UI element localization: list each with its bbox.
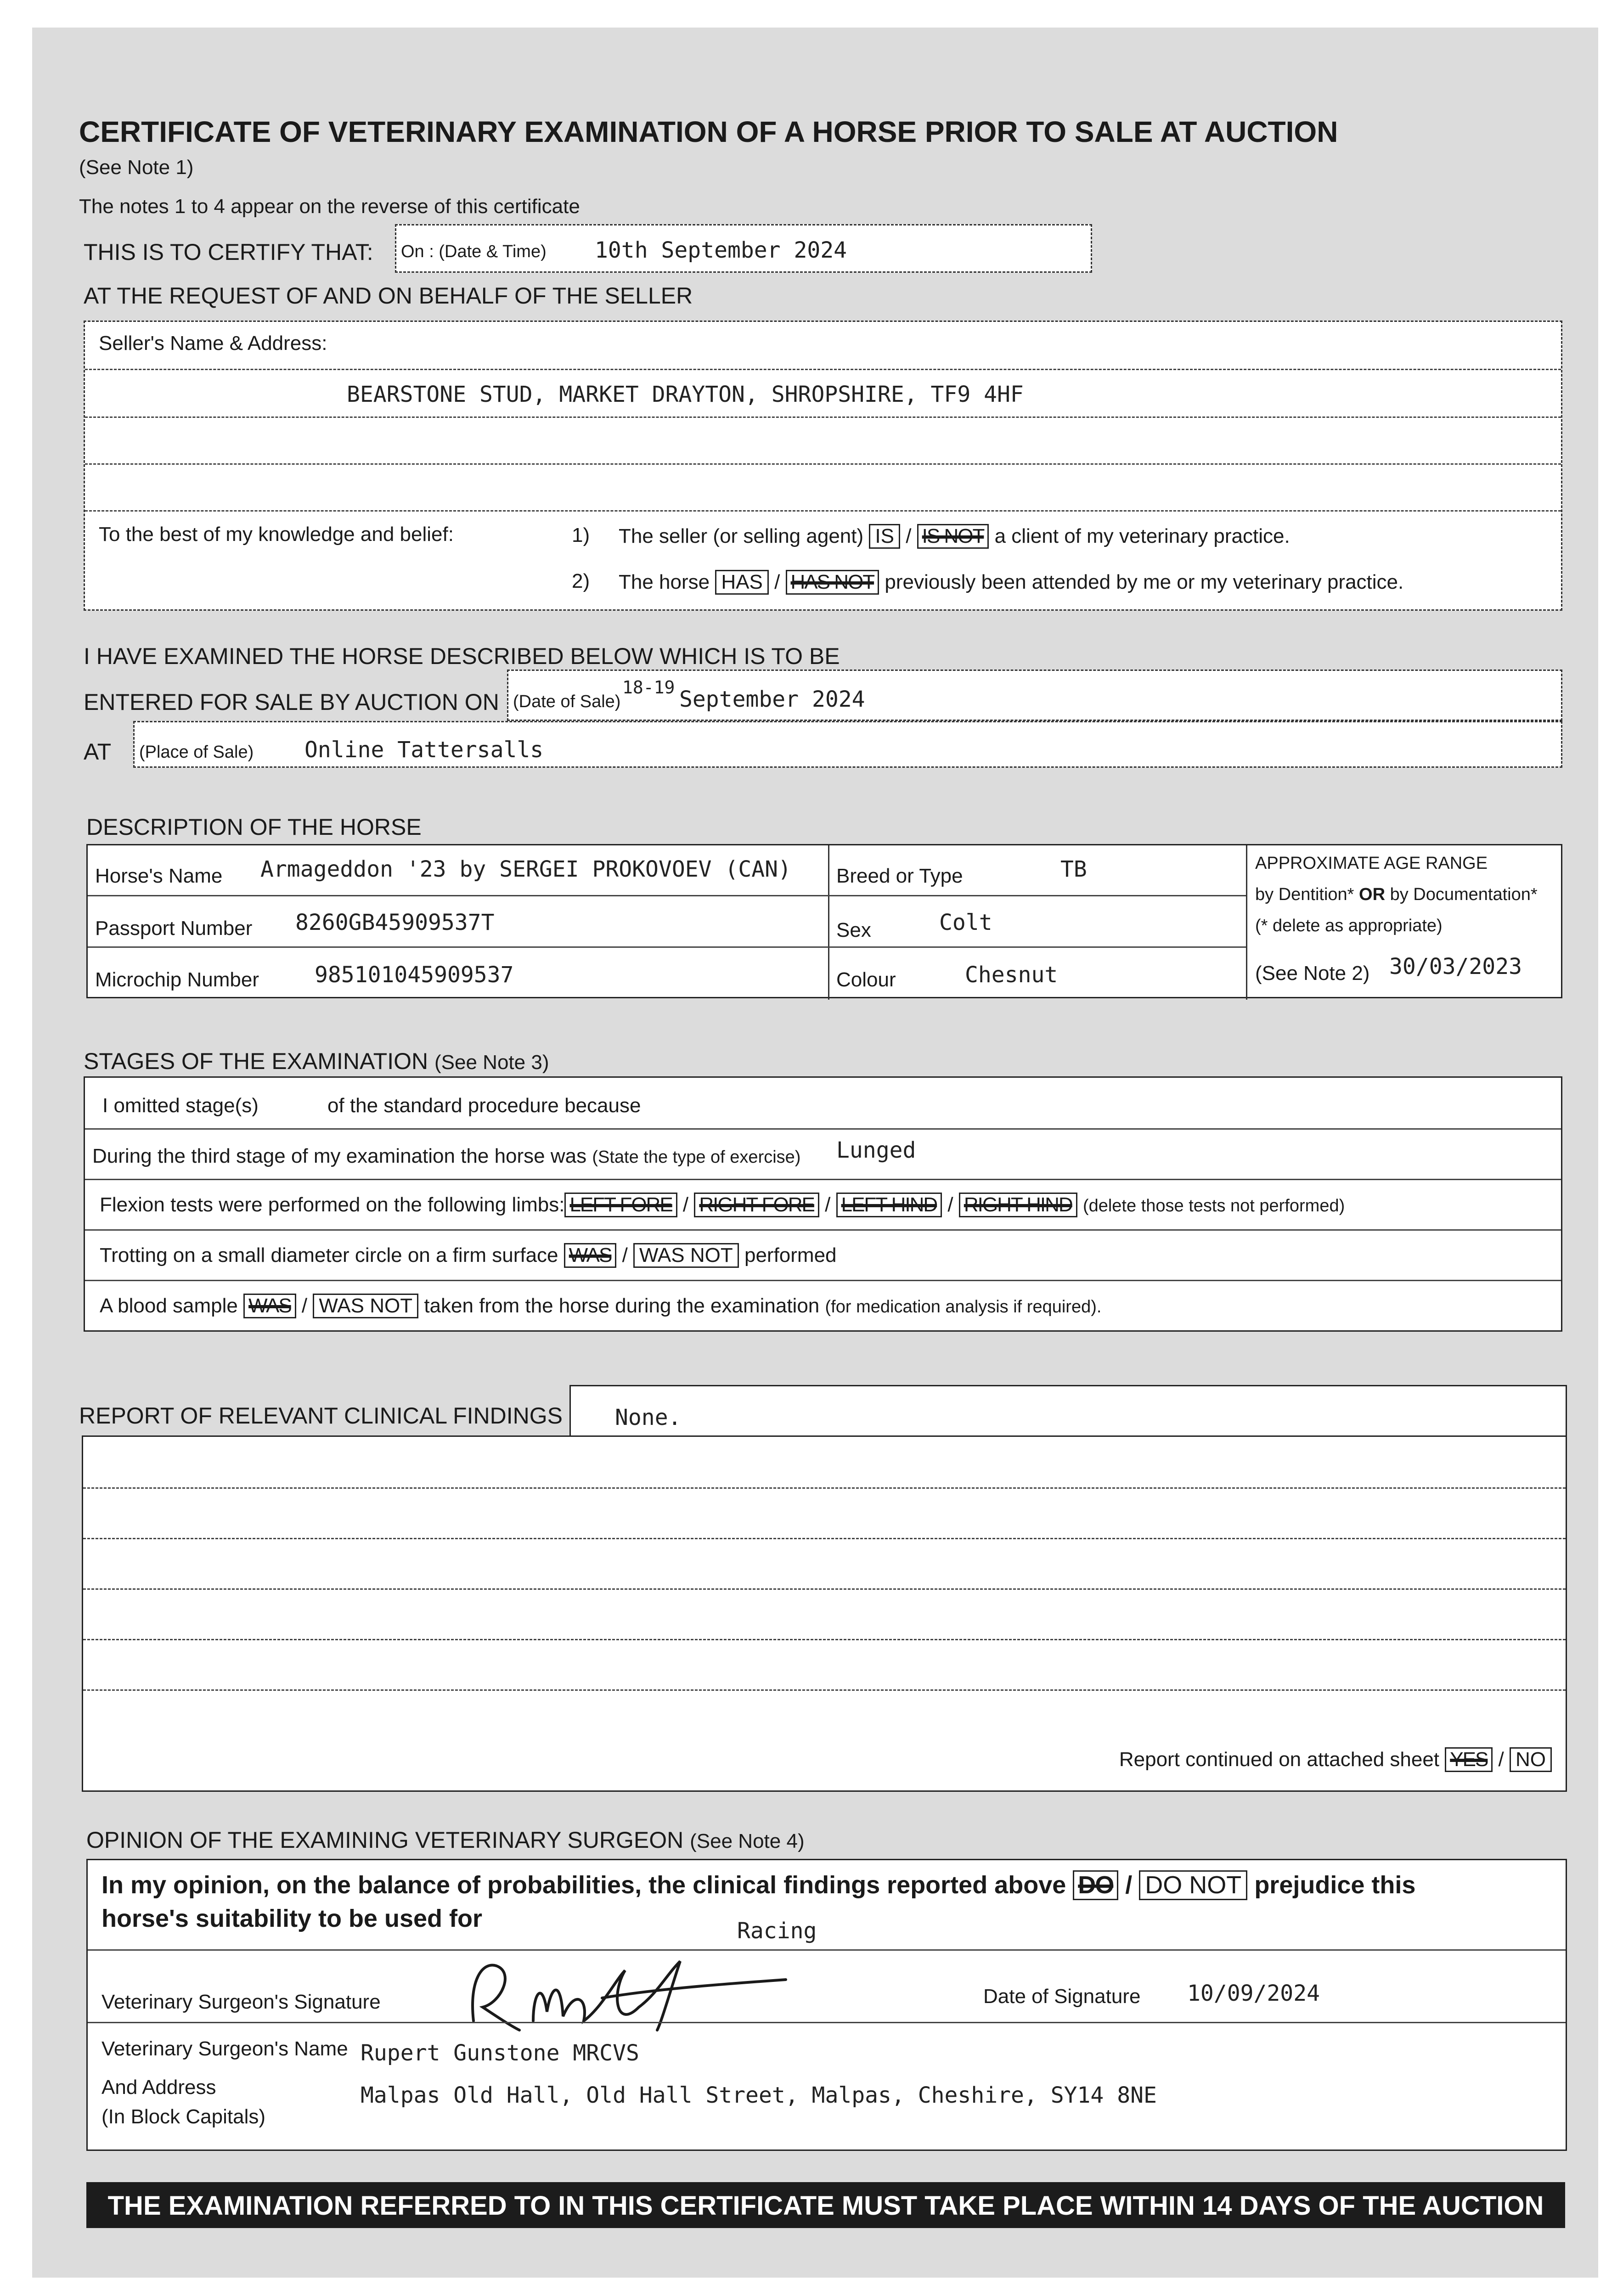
trotting-pre: Trotting on a small diameter circle on a firm surface <box>100 1244 558 1266</box>
address-label-1: And Address <box>101 2076 216 2099</box>
report-heading: REPORT OF RELEVANT CLINICAL FINDINGS <box>79 1403 563 1429</box>
date-of-sale-field[interactable] <box>507 670 1562 721</box>
place-of-sale-field[interactable] <box>133 721 1562 768</box>
omitted-stages-post: of the standard procedure because <box>327 1094 641 1117</box>
omitted-stages-pre: I omitted stage(s) <box>102 1094 259 1117</box>
sex-value[interactable]: Colt <box>939 910 992 935</box>
opinion-do-option[interactable]: DO <box>1073 1870 1118 1900</box>
third-stage-value[interactable]: Lunged <box>836 1137 916 1163</box>
knowledge-n1: 1) <box>572 524 590 546</box>
surgeon-name-value[interactable]: Rupert Gunstone MRCVS <box>361 2040 639 2066</box>
blood-note: (for medication analysis if required). <box>825 1297 1102 1317</box>
report-first-line-box <box>569 1385 1567 1436</box>
blood-was-not-option[interactable]: WAS NOT <box>313 1294 418 1318</box>
description-table <box>86 844 1562 998</box>
signature-label: Veterinary Surgeon's Signature <box>101 1991 381 2013</box>
age-heading: APPROXIMATE AGE RANGE <box>1255 854 1488 873</box>
age-delete-note: (* delete as appropriate) <box>1255 916 1443 935</box>
stages-heading <box>84 1048 549 1075</box>
footer-banner <box>86 2182 1565 2228</box>
at-label: AT <box>84 739 112 765</box>
knowledge-line2 <box>619 570 1403 595</box>
opinion-text3: horse's suitability to be used for <box>101 1905 482 1932</box>
passport-value[interactable]: 8260GB45909537T <box>295 910 495 935</box>
page-title: CERTIFICATE OF VETERINARY EXAMINATION OF A HORSE PRIOR TO SALE AT AUCTION <box>79 115 1338 148</box>
continued-no-option[interactable]: NO <box>1510 1747 1552 1772</box>
age-by-dentition[interactable]: by Dentition* <box>1255 885 1354 904</box>
date-time-label: On : (Date & Time) <box>401 242 547 261</box>
age-method <box>1255 885 1538 905</box>
flexion-row: Flexion tests were performed on the following limbs: LEFT FORE / RIGHT FORE / LEFT HIND / RIGHT HIND (delete those tests not performed) <box>100 1193 1345 1217</box>
flexion-post: (delete those tests not performed) <box>1082 1196 1345 1216</box>
colour-label: Colour <box>836 968 896 991</box>
knowledge-line1 <box>619 524 1290 549</box>
microchip-label: Microchip Number <box>95 968 259 991</box>
date-of-signature-label: Date of Signature <box>983 1985 1141 2008</box>
opinion-heading-note: (See Note 4) <box>690 1830 805 1852</box>
place-of-sale-value: Online Tattersalls <box>304 737 544 763</box>
trotting-was-option[interactable]: WAS <box>564 1243 617 1268</box>
knowledge-line2-post: previously been attended by me or my veterinary practice. <box>885 571 1404 593</box>
third-stage-note: (State the type of exercise) <box>592 1148 801 1167</box>
report-value[interactable]: None. <box>615 1405 682 1430</box>
report-lines-box[interactable] <box>82 1435 1567 1792</box>
client-is-not-option[interactable]: IS NOT <box>917 524 989 549</box>
attended-has-option[interactable]: HAS <box>715 570 768 595</box>
date-time-field[interactable] <box>395 224 1092 273</box>
request-heading: AT THE REQUEST OF AND ON BEHALF OF THE SELLER <box>84 283 693 309</box>
flexion-right-fore[interactable]: RIGHT FORE <box>694 1193 819 1217</box>
opinion-do-not-option[interactable]: DO NOT <box>1139 1870 1247 1900</box>
date-time-value: 10th September 2024 <box>595 237 847 263</box>
date-of-sale-sup: 18-19 <box>622 677 675 698</box>
opinion-line1: In my opinion, on the balance of probabilities, the clinical findings reported above DO / DO NOT prejudice this <box>101 1870 1415 1900</box>
age-or: OR <box>1359 885 1386 904</box>
client-is-option[interactable]: IS <box>869 524 900 549</box>
opinion-heading-text: OPINION OF THE EXAMINING VETERINARY SURGEON <box>86 1827 684 1853</box>
blood-pre: A blood sample <box>100 1294 238 1317</box>
knowledge-n2: 2) <box>572 570 590 592</box>
trotting-row: Trotting on a small diameter circle on a firm surface WAS / WAS NOT performed <box>100 1243 837 1268</box>
horse-name-label: Horse's Name <box>95 865 223 887</box>
signature-image[interactable] <box>464 1952 813 2039</box>
age-by-documentation[interactable]: by Documentation* <box>1390 885 1538 904</box>
examined-line1: I HAVE EXAMINED THE HORSE DESCRIBED BELOW WHICH IS TO BE <box>84 643 840 669</box>
description-heading: DESCRIPTION OF THE HORSE <box>86 814 422 840</box>
certify-label: THIS IS TO CERTIFY THAT: <box>84 239 373 265</box>
examined-line2: ENTERED FOR SALE BY AUCTION ON <box>84 689 499 715</box>
flexion-right-hind[interactable]: RIGHT HIND <box>959 1193 1077 1217</box>
report-continued-label: Report continued on attached sheet <box>1119 1748 1440 1771</box>
flexion-left-fore[interactable]: LEFT FORE <box>564 1193 677 1217</box>
footer-text: THE EXAMINATION REFERRED TO IN THIS CERTIFICATE MUST TAKE PLACE WITHIN 14 DAYS OF THE AUCTION <box>107 2191 1544 2221</box>
stages-table <box>84 1076 1562 1332</box>
sex-label: Sex <box>836 919 871 941</box>
surgeon-name-label: Veterinary Surgeon's Name <box>101 2037 348 2060</box>
address-label-2: (In Block Capitals) <box>101 2105 266 2128</box>
blood-was-option[interactable]: WAS <box>243 1294 296 1318</box>
breed-label: Breed or Type <box>836 865 963 887</box>
seller-box <box>84 321 1562 611</box>
date-of-signature-value[interactable]: 10/09/2024 <box>1187 1981 1320 2006</box>
opinion-text2: prejudice this <box>1254 1871 1416 1899</box>
trotting-was-not-option[interactable]: WAS NOT <box>633 1243 739 1268</box>
knowledge-sep1: / <box>906 525 912 547</box>
knowledge-line1-pre: The seller (or selling agent) <box>619 525 864 547</box>
stages-heading-note: (See Note 3) <box>434 1051 549 1074</box>
surgeon-address-value[interactable]: Malpas Old Hall, Old Hall Street, Malpas, Cheshire, SY14 8NE <box>361 2082 1157 2108</box>
blood-row: A blood sample WAS / WAS NOT taken from the horse during the examination (for medication analysis if required). <box>100 1294 1101 1318</box>
passport-label: Passport Number <box>95 917 253 940</box>
stages-heading-text: STAGES OF THE EXAMINATION <box>84 1048 428 1074</box>
flexion-pre: Flexion tests were performed on the following limbs: <box>100 1193 565 1216</box>
report-continued-row: Report continued on attached sheet YES / NO <box>1119 1747 1552 1772</box>
date-of-sale-label: (Date of Sale) <box>513 692 621 711</box>
seller-label: Seller's Name & Address: <box>99 332 327 355</box>
knowledge-label: To the best of my knowledge and belief: <box>99 523 454 546</box>
microchip-value[interactable]: 985101045909537 <box>315 962 514 988</box>
notes-line: The notes 1 to 4 appear on the reverse of this certificate <box>79 195 580 218</box>
knowledge-line2-pre: The horse <box>619 571 710 593</box>
third-stage-text: During the third stage of my examination the horse was <box>92 1145 587 1167</box>
attended-has-not-option[interactable]: HAS NOT <box>786 570 879 595</box>
date-of-sale-value: September 2024 <box>679 687 865 712</box>
third-stage-label <box>92 1145 800 1168</box>
opinion-heading <box>86 1827 805 1853</box>
opinion-box <box>86 1859 1567 2151</box>
opinion-text1: In my opinion, on the balance of probabilities, the clinical findings reported above <box>101 1871 1066 1899</box>
trotting-post: performed <box>744 1244 837 1266</box>
knowledge-line1-post: a client of my veterinary practice. <box>994 525 1290 547</box>
see-note-1: (See Note 1) <box>79 156 194 179</box>
age-value[interactable]: 30/03/2023 <box>1389 954 1522 979</box>
seller-address[interactable]: BEARSTONE STUD, MARKET DRAYTON, SHROPSHIRE, TF9 4HF <box>347 382 1024 407</box>
breed-value[interactable]: TB <box>1060 856 1087 882</box>
colour-value[interactable]: Chesnut <box>965 962 1058 988</box>
horse-name-value[interactable]: Armageddon '23 by SERGEI PROKOVOEV (CAN) <box>260 856 791 882</box>
opinion-use-value[interactable]: Racing <box>737 1918 817 1944</box>
blood-post: taken from the horse during the examination <box>424 1294 820 1317</box>
knowledge-sep2: / <box>774 571 780 593</box>
continued-yes-option[interactable]: YES <box>1445 1747 1493 1772</box>
age-note: (See Note 2) <box>1255 962 1370 985</box>
flexion-left-hind[interactable]: LEFT HIND <box>836 1193 942 1217</box>
place-of-sale-label: (Place of Sale) <box>139 743 254 762</box>
